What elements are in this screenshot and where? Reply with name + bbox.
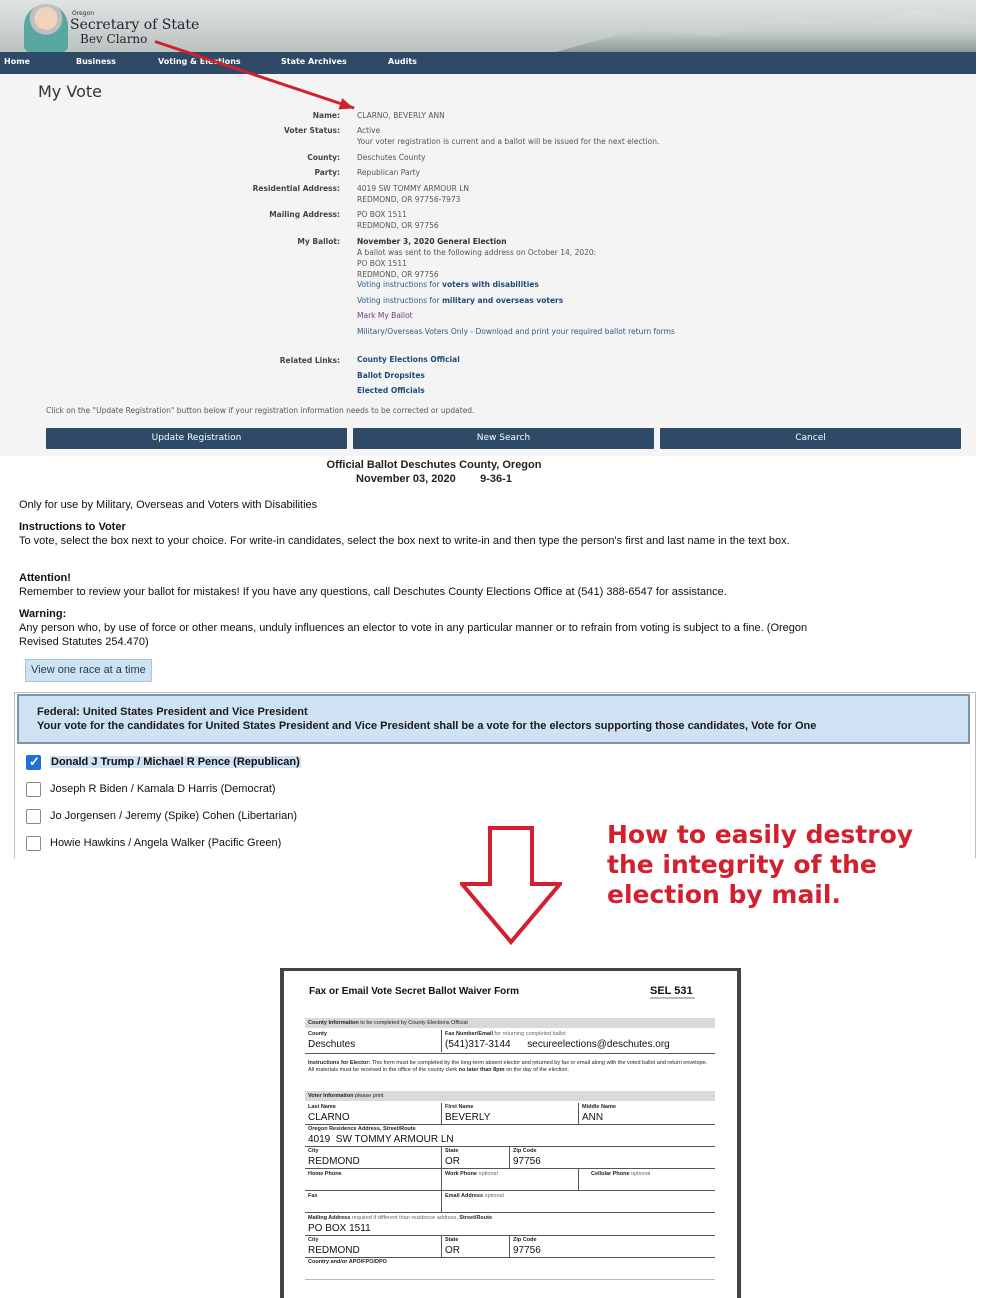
race-description: Your vote for the candidates for United States President and Vice President shall be a vote for the electors supporting those candidates, Vote for One [37,720,817,732]
ballot-sent-note: A ballot was sent to the following address on October 14, 2020: [357,248,597,257]
instructions-section [19,520,809,548]
attention-heading: Attention! [19,572,71,584]
form-title: Fax or Email Vote Secret Ballot Waiver Form [309,986,520,997]
ballot-title-line1: Official Ballot Deschutes County, Oregon [326,459,542,471]
mailing-address-label: Mailing Address required if different than residence address, Street/Route [308,1215,493,1221]
name-value: CLARNO, BEVERLY ANN [357,111,445,120]
divider [578,1103,579,1124]
county-label: County [308,1031,327,1037]
divider [305,1235,715,1236]
nav-item-business[interactable]: Business [76,57,116,66]
nav-item-audits[interactable]: Audits [388,57,417,66]
mark-my-ballot-link[interactable]: Mark My Ballot [357,311,413,320]
main-nav [0,52,976,74]
site-header [0,0,976,52]
party-value: Republican Party [357,168,421,177]
divider [305,1190,715,1191]
divider [305,1279,715,1280]
site-title[interactable]: Secretary of State [70,17,200,33]
my-vote-panel [0,74,976,456]
update-registration-button[interactable]: Update Registration [46,428,347,449]
divider [305,1124,715,1125]
nav-item-voting-elections[interactable]: Voting & Elections [158,57,241,66]
divider [305,1257,715,1258]
candidate-name[interactable]: Donald J Trump / Michael R Pence (Republican) [51,756,300,768]
ballot-address-line2: REDMOND, OR 97756 [357,270,439,279]
annotation-caption: How to easily destroy the integrity of the election by mail. [607,820,914,909]
email-label: Email Address optional [445,1193,504,1199]
header-state-label: Oregon [72,10,95,17]
attention-section [19,571,809,599]
warning-section [19,607,809,649]
voter-status-note: Your voter registration is current and a ballot will be issued for the next election. [357,137,660,146]
update-note: Click on the "Update Registration" button below if your registration information needs to be corrected or updated. [46,406,475,415]
state-value: OR [445,1245,460,1256]
ballot-title-line2: November 03, 2020 9-36-1 [356,473,512,485]
checkbox[interactable] [26,782,41,797]
residential-address-line1: 4019 SW TOMMY ARMOUR LN [357,184,470,193]
middle-name-label: Middle Name [582,1104,616,1110]
form-code: SEL 531 [650,985,693,997]
checkbox[interactable] [26,809,41,824]
instructions-heading: Instructions to Voter [19,521,126,533]
fax-label: Fax [308,1193,318,1199]
state-label: State [445,1237,459,1243]
first-name-value: BEVERLY [445,1112,491,1123]
instructions-military-link[interactable]: Voting instructions for military and overseas voters [357,296,564,305]
work-phone-label: Work Phone optional [445,1171,498,1177]
instructions-disabilities-link[interactable]: Voting instructions for voters with disabilities [357,280,539,289]
mailing-address-label: Mailing Address: [269,210,340,219]
voter-status-value: Active [357,126,381,135]
checkmark-icon: ✓ [29,754,40,769]
name-label: Name: [312,111,340,120]
cellular-phone-label: Cellular Phone optional [591,1171,651,1177]
zip-value: 97756 [513,1245,541,1256]
divider [578,1169,579,1190]
divider [305,1212,715,1213]
divider [509,1147,510,1168]
residence-address-label: Oregon Residence Address, Street/Route [308,1126,416,1132]
middle-name-value: ANN [582,1112,604,1123]
checkbox-checked[interactable] [26,755,41,770]
country-label: Country and/or APO/FPO/DPO [308,1259,387,1265]
nav-item-home[interactable]: Home [4,57,30,66]
state-value: OR [445,1156,460,1167]
checkbox[interactable] [26,836,41,851]
home-phone-label: Home Phone [308,1171,342,1177]
divider [441,1030,442,1052]
zip-label: Zip Code [513,1148,537,1154]
divider [441,1103,442,1124]
residential-address-label: Residential Address: [252,184,340,193]
view-one-race-button[interactable]: View one race at a time [25,659,152,682]
residential-address-line2: REDMOND, OR 97756-7973 [357,195,461,204]
ballot-address-line1: PO BOX 1511 [357,259,407,268]
zip-label: Zip Code [513,1237,537,1243]
down-arrow-icon [460,826,562,946]
voter-info-bar: Voter Information please print [305,1091,715,1101]
military-forms-link[interactable]: Military/Overseas Voters Only - Download and print your required ballot return forms [357,327,675,336]
party-label: Party: [314,168,340,177]
first-name-label: First Name [445,1104,474,1110]
ballot-dropsites-link[interactable]: Ballot Dropsites [357,371,425,380]
site-official-name: Bev Clarno [80,32,148,46]
divider [509,1236,510,1257]
county-elections-official-link[interactable]: County Elections Official [357,355,460,364]
city-value: REDMOND [308,1245,360,1256]
divider [441,1147,442,1168]
divider [441,1236,442,1257]
avatar [24,4,68,52]
form-code-subtext [650,997,695,999]
mailing-address-value: PO BOX 1511 [308,1223,371,1234]
new-search-button[interactable]: New Search [353,428,654,449]
city-value: REDMOND [308,1156,360,1167]
ballot-use-note: Only for use by Military, Overseas and Voters with Disabilities [19,499,318,511]
page-title: My Vote [38,82,102,101]
warning-text: Any person who, by use of force or other means, unduly influences an elector to vote in any particular manner or to refrain from voting is subject to a fine. (Oregon Revised Statutes 254.470) [19,622,808,648]
ballot-election: November 3, 2020 General Election [357,237,507,246]
candidate-name[interactable]: Howie Hawkins / Angela Walker (Pacific Green) [50,837,282,849]
divider [441,1191,442,1212]
divider [305,1146,715,1147]
cancel-button[interactable]: Cancel [660,428,961,449]
related-links-label: Related Links: [279,356,340,365]
mailing-address-line1: PO BOX 1511 [357,210,407,219]
city-label: City [308,1148,319,1154]
ballot-title [0,458,868,486]
county-value: Deschutes County [357,153,426,162]
mailing-address-line2: REDMOND, OR 97756 [357,221,439,230]
my-ballot-label: My Ballot: [297,237,340,246]
county-label: County: [307,153,340,162]
state-label: State [445,1148,459,1154]
warning-heading: Warning: [19,608,67,620]
divider [305,1053,715,1054]
county-info-bar: County Information to be completed by County Elections Official [305,1018,715,1028]
last-name-value: CLARNO [308,1112,350,1123]
elector-instructions: Instructions for Elector: This form must be completed by the long-term absent elector and returned by fax or email along with the voted ballot and return envelope. All materials must be received in the office of the county clerk no later than 8pm on the day of the election. [308,1060,708,1073]
attention-text: Remember to review your ballot for mistakes! If you have any questions, call Deschutes County Elections Office at (541) 388-6547 for assistance. [19,586,727,598]
elected-officials-link[interactable]: Elected Officials [357,386,425,395]
voter-status-label: Voter Status: [284,126,340,135]
header-landscape-image [556,0,976,52]
divider [441,1169,442,1190]
candidate-name[interactable]: Jo Jorgensen / Jeremy (Spike) Cohen (Libertarian) [50,810,298,822]
candidate-name[interactable]: Joseph R Biden / Kamala D Harris (Democrat) [50,783,276,795]
residence-address-value: 4019 SW TOMMY ARMOUR LN [308,1134,454,1145]
fax-email-label: Fax Number/Email for returning completed ballot [445,1031,566,1037]
city-label: City [308,1237,319,1243]
last-name-label: Last Name [308,1104,336,1110]
race-header [17,694,970,744]
zip-value: 97756 [513,1156,541,1167]
divider [305,1168,715,1169]
race-title: Federal: United States President and Vice President [37,706,308,718]
county-value: Deschutes [308,1039,356,1050]
fax-email-value: (541)317-3144 secureelections@deschutes.org [445,1039,670,1050]
nav-item-state-archives[interactable]: State Archives [281,57,347,66]
instructions-text: To vote, select the box next to your choice. For write-in candidates, select the box next to write-in and then type the person's first and last name in the text box. [19,535,790,547]
